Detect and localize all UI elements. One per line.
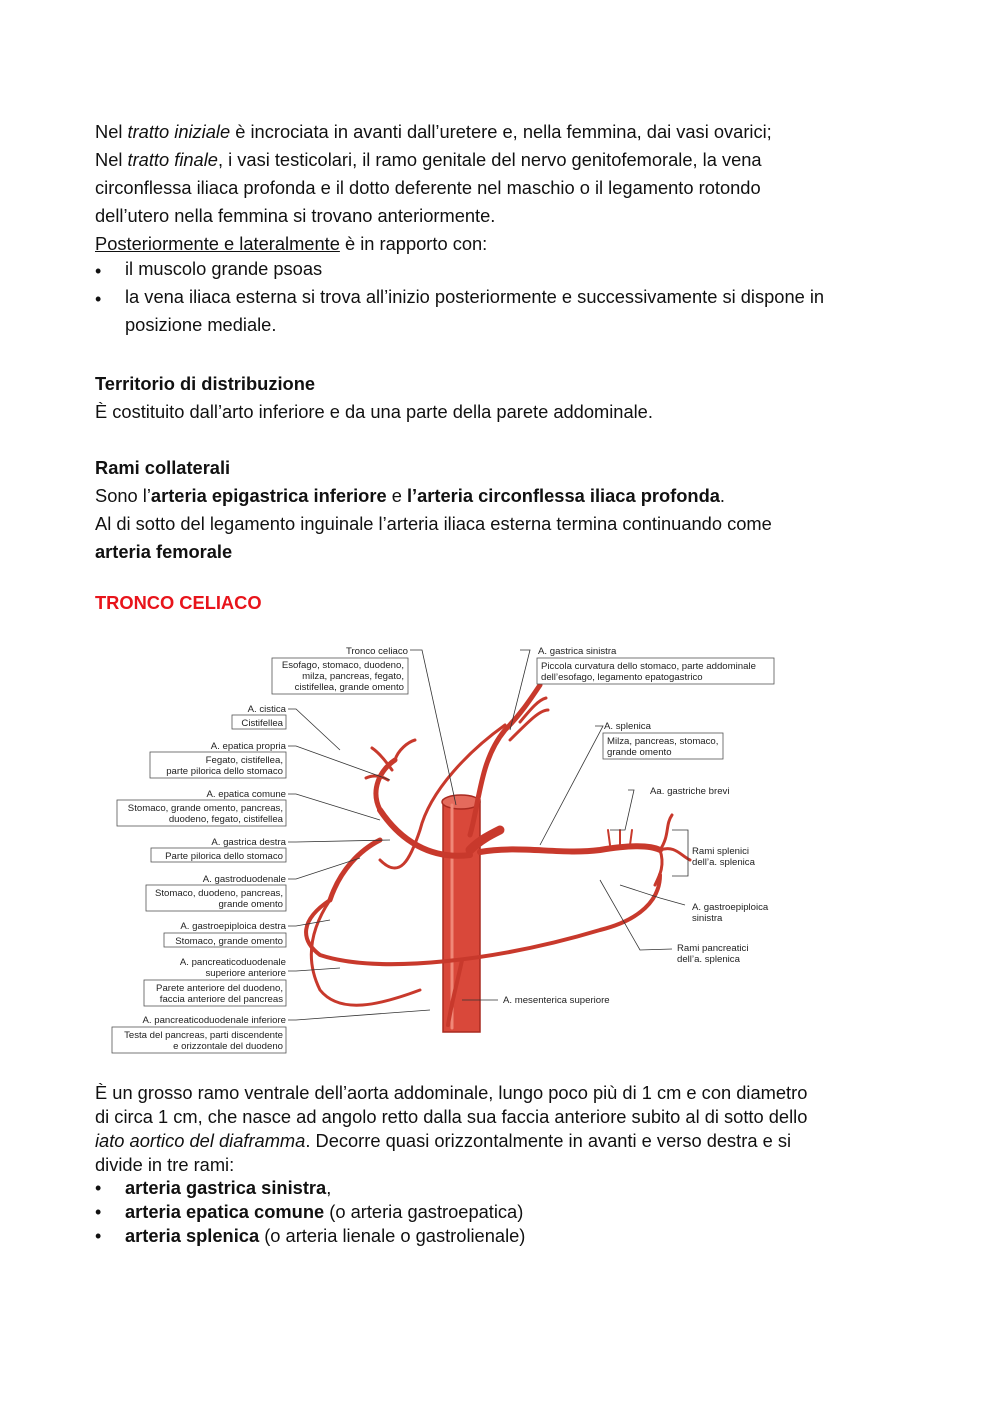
label-gastrica-sinistra-box-2: dell’esofago, legamento epatogastrico [541, 672, 703, 683]
label-rami-splenici-2: dell’a. splenica [692, 857, 755, 868]
label-gastroduodenale-box-2: grande omento [218, 899, 283, 910]
intro-bullet-2-cont: posizione mediale. [125, 314, 277, 335]
label-tronco-celiaco: Tronco celiaco [345, 646, 408, 657]
label-pancreaticoduodenale-inf-box-1: Testa del pancreas, parti discendente [124, 1030, 283, 1041]
label-gastroduodenale: A. gastroduodenale [202, 874, 286, 885]
intro-line-1: Nel tratto iniziale è incrociata in avanti dall’uretere e, nella femmina, dai vasi ovarici; [95, 121, 772, 142]
desc-bullet-2: arteria epatica comune (o arteria gastroepatica) [125, 1201, 524, 1222]
rami-line-1: Sono l’arteria epigastrica inferiore e l’arteria circonflessa iliaca profonda. [95, 485, 725, 506]
label-cistica: A. cistica [247, 704, 286, 715]
label-gastroepiploica-destra-box: Stomaco, grande omento [175, 936, 283, 947]
territorio-heading: Territorio di distribuzione [95, 373, 316, 394]
label-gastroepiploica-sinistra-1: A. gastroepiploica [692, 902, 769, 913]
desc-line-4: divide in tre rami: [95, 1154, 235, 1175]
intro-line-5: Posteriormente e lateralmente è in rapporto con: [95, 233, 488, 254]
intro-bullet-2: la vena iliaca esterna si trova all’inizio posteriormente e successivamente si dispone in [125, 286, 825, 307]
label-gastrica-sinistra: A. gastrica sinistra [538, 646, 617, 657]
label-epatica-propria: A. epatica propria [210, 741, 286, 752]
label-gastroepiploica-sinistra-2: sinistra [692, 913, 723, 924]
label-epatica-comune-box-1: Stomaco, grande omento, pancreas, [127, 803, 283, 814]
bullet-marker: • [95, 1178, 102, 1198]
label-pancreaticoduodenale-sup-1: A. pancreaticoduodenale [179, 957, 286, 968]
territorio-text: È costituito dall’arto inferiore e da una parte della parete addominale. [95, 401, 653, 422]
intro-line-4: dell’utero nella femmina si trovano anteriormente. [95, 205, 496, 226]
label-splenica-box-2: grande omento [607, 747, 672, 758]
label-epatica-propria-box-2: parte pilorica dello stomaco [166, 766, 283, 777]
rami-line-2: Al di sotto del legamento inguinale l’arteria iliaca esterna termina continuando come [95, 513, 772, 534]
intro-bullet-1: il muscolo grande psoas [125, 258, 323, 279]
celiac-trunk-figure [0, 630, 1000, 1060]
desc-bullet-1: arteria gastrica sinistra, [125, 1177, 332, 1198]
bullet-marker: • [95, 289, 102, 309]
section-title: TRONCO CELIACO [95, 592, 262, 613]
label-epatica-comune: A. epatica comune [206, 789, 286, 800]
label-gastriche-brevi: Aa. gastriche brevi [650, 786, 730, 797]
rami-heading: Rami collaterali [95, 457, 231, 478]
rami-line-3: arteria femorale [95, 541, 233, 562]
label-splenica-box-1: Milza, pancreas, stomaco, [607, 736, 719, 747]
label-splenica: A. splenica [604, 721, 651, 732]
bullet-marker: • [95, 1202, 102, 1222]
desc-line-3: iato aortico del diaframma. Decorre quasi orizzontalmente in avanti e verso destra e si [95, 1130, 792, 1151]
label-epatica-propria-box-1: Fegato, cistifellea, [205, 755, 283, 766]
label-rami-pancreatici-2: dell’a. splenica [677, 954, 740, 965]
label-pancreaticoduodenale-sup-2: superiore anteriore [205, 968, 286, 979]
label-pancreaticoduodenale-inf-box-2: e orizzontale del duodeno [173, 1041, 283, 1052]
intro-line-2: Nel tratto finale, i vasi testicolari, il ramo genitale del nervo genitofemorale, la vena [95, 149, 762, 170]
label-rami-pancreatici-1: Rami pancreatici [677, 943, 749, 954]
label-gastroepiploica-destra: A. gastroepiploica destra [180, 921, 286, 932]
label-tronco-box-1: Esofago, stomaco, duodeno, [281, 660, 404, 671]
intro-line-3: circonflessa iliaca profonda e il dotto deferente nel maschio o il legamento rotondo [95, 177, 761, 198]
desc-bullet-3: arteria splenica (o arteria lienale o gastrolienale) [125, 1225, 526, 1246]
label-gastroduodenale-box-1: Stomaco, duodeno, pancreas, [154, 888, 283, 899]
label-gastrica-destra: A. gastrica destra [211, 837, 286, 848]
label-tronco-box-3: cistifellea, grande omento [294, 682, 404, 693]
label-pancreaticoduodenale-sup-box-1: Parete anteriore del duodeno, [156, 983, 283, 994]
label-rami-splenici-1: Rami splenici [692, 846, 750, 857]
label-cistica-box: Cistifellea [241, 718, 283, 729]
label-pancreaticoduodenale-sup-box-2: faccia anteriore del pancreas [159, 994, 283, 1005]
bullet-marker: • [95, 1226, 102, 1246]
label-gastrica-destra-box: Parte pilorica dello stomaco [165, 851, 283, 862]
label-tronco-box-2: milza, pancreas, fegato, [302, 671, 404, 682]
label-epatica-comune-box-2: duodeno, fegato, cistifellea [168, 814, 283, 825]
aorta [443, 800, 480, 1032]
label-pancreaticoduodenale-inf: A. pancreaticoduodenale inferiore [142, 1015, 286, 1026]
desc-line-2: di circa 1 cm, che nasce ad angolo retto dalla sua faccia anteriore subito al di sotto dello [95, 1106, 808, 1127]
label-mesenterica: A. mesenterica superiore [503, 995, 610, 1006]
desc-line-1: È un grosso ramo ventrale dell’aorta addominale, lungo poco più di 1 cm e con diametro [95, 1082, 808, 1103]
bullet-marker: • [95, 261, 102, 281]
label-gastrica-sinistra-box-1: Piccola curvatura dello stomaco, parte addominale [541, 661, 756, 672]
